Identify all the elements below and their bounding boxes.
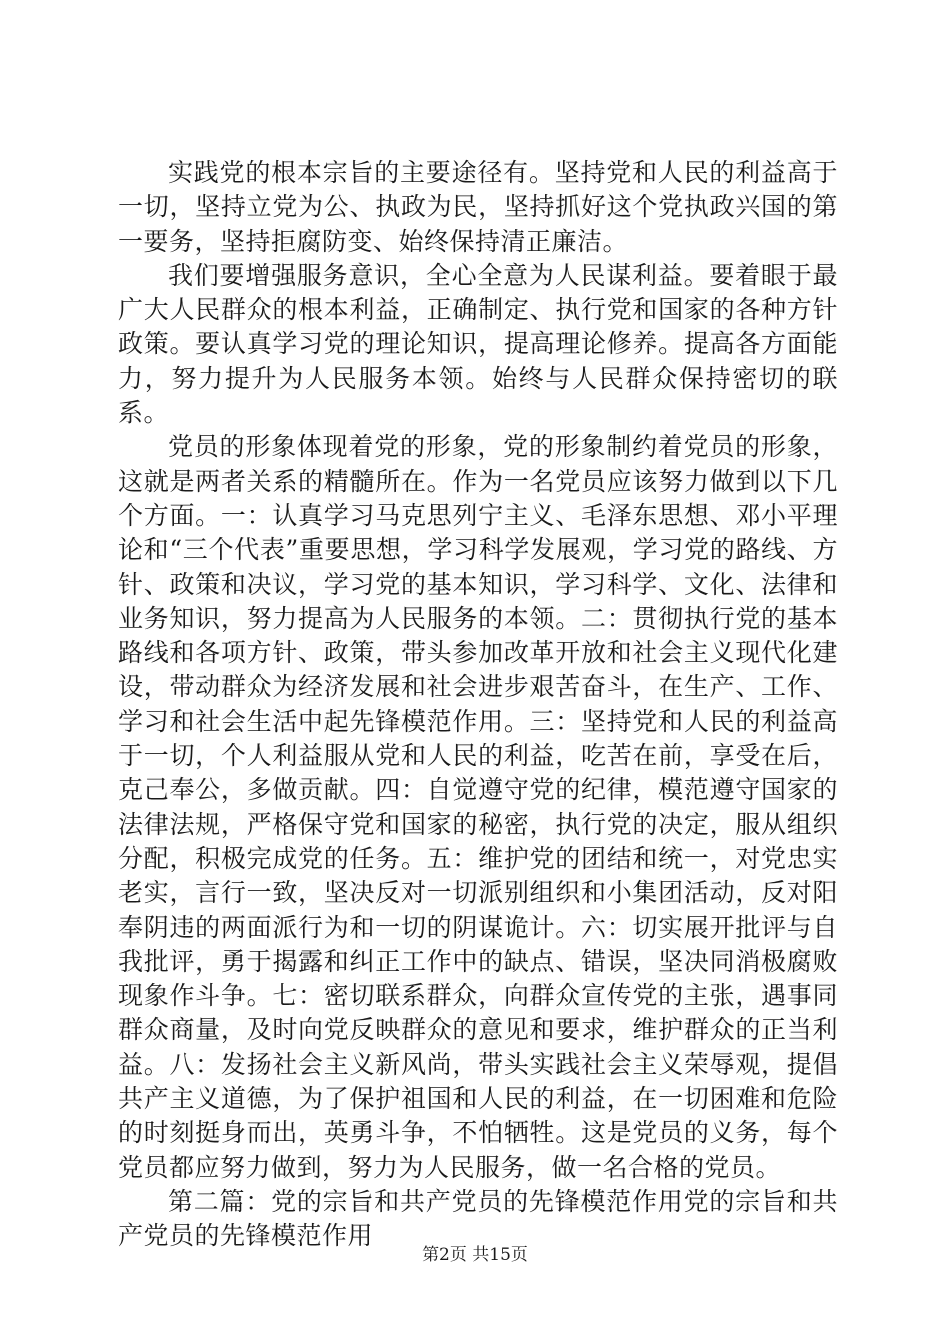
document-body: [118, 156, 838, 1254]
page-number-footer: 第2页 共15页: [422, 1245, 528, 1265]
paragraph-3: 党员的形象体现着党的形象，党的形象制约着党员的形象，这就是两者关系的精髓所在。作为一名党员应该努力做到以下几个方面。一：认真学习马克思列宁主义、毛泽东思想、邓小平理论和“三个代表”重要思想，学习科学发展观，学习党的路线、方针、政策和决议，学习党的基本知识，学习科学、文化、法律和业务知识，努力提高为人民服务的本领。二：贯彻执行党的基本路线和各项方针、政策，带头参加改革开放和社会主义现代化建设，带动群众为经济发展和社会进步艰苦奋斗，在生产、工作、学习和社会生活中起先锋模范作用。三：坚持党和人民的利益高于一切，个人利益服从党和人民的利益，吃苦在前，享受在后，克己奉公，多做贡献。四：自觉遵守党的纪律，模范遵守国家的法律法规，严格保守党和国家的秘密，执行党的决定，服从组织分配，积极完成党的任务。五：维护党的团结和统一，对党忠实老实，言行一致，坚决反对一切派别组织和小集团活动，反对阳奉阴违的两面派行为和一切的阴谋诡计。六：切实展开批评与自我批评，勇于揭露和纠正工作中的缺点、错误，坚决同消极腐败现象作斗争。七：密切联系群众，向群众宣传党的主张，遇事同群众商量，及时向党反映群众的意见和要求，维护群众的正当利益。八：发扬社会主义新风尚，带头实践社会主义荣辱观，提倡共产主义道德，为了保护祖国和人民的利益，在一切困难和危险的时刻挺身而出，英勇斗争，不怕牺牲。这是党员的义务，每个党员都应努力做到，努力为人民服务，做一名合格的党员。: [118, 432, 838, 1182]
paragraph-4-section-heading: 第二篇：党的宗旨和共产党员的先锋模范作用党的宗旨和共产党员的先锋模范作用: [118, 1186, 838, 1251]
paragraph-1: 实践党的根本宗旨的主要途径有。坚持党和人民的利益高于一切，坚持立党为公、执政为民，坚持抓好这个党执政兴国的第一要务，坚持拒腐防变、始终保持清正廉洁。: [118, 158, 838, 256]
paragraph-2: 我们要增强服务意识，全心全意为人民谋利益。要着眼于最广大人民群众的根本利益，正确制定、执行党和国家的各种方针政策。要认真学习党的理论知识，提高理论修养。提高各方面能力，努力提升为人民服务本领。始终与人民群众保持密切的联系。: [118, 260, 838, 428]
